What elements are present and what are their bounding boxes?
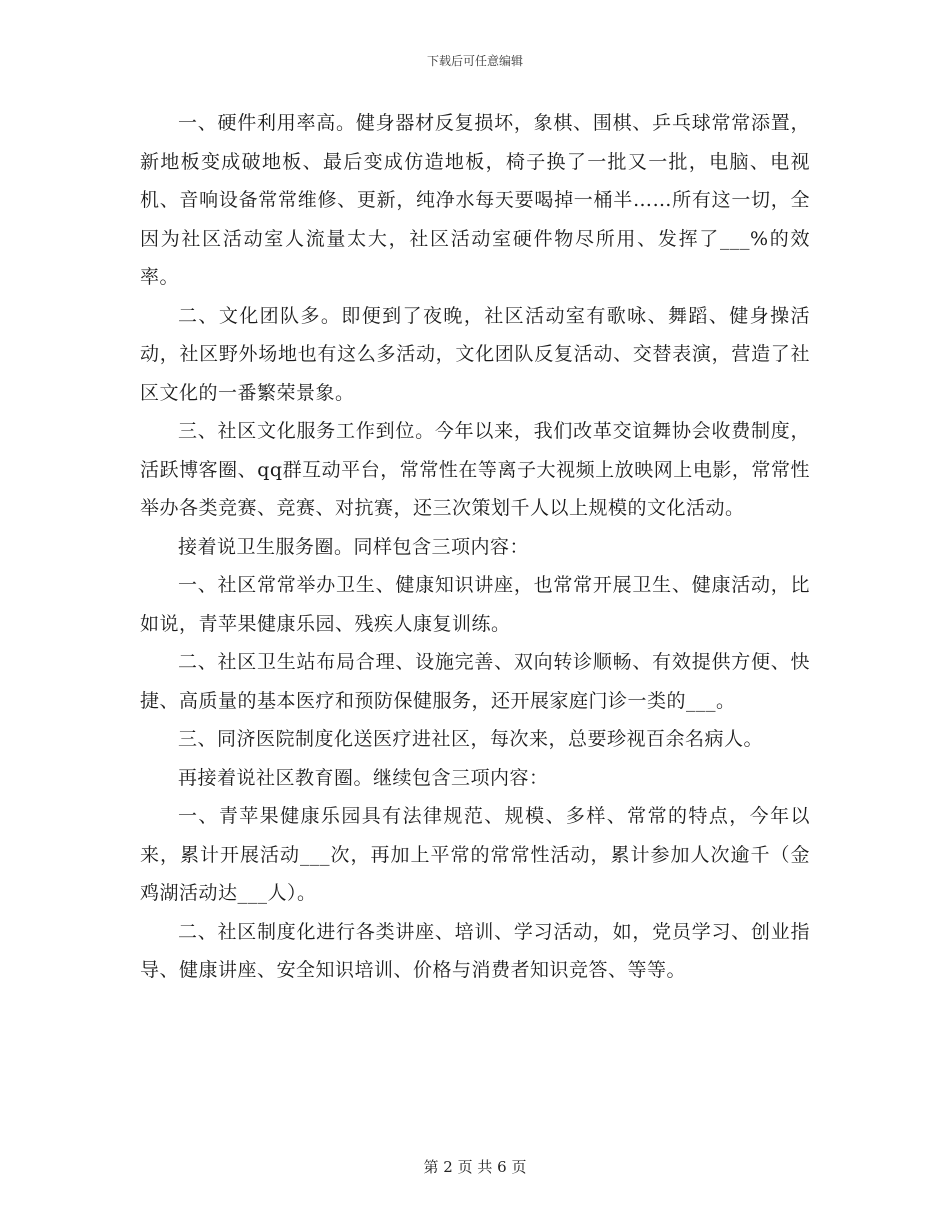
- paragraph: 再接着说社区教育圈。继续包含三项内容：: [178, 766, 549, 789]
- paragraph: 一、青苹果健康乐园具有法律规范、规模、多样、常常的特点，今年以来，累计开展活动___次，再加上平常的常常性活动，累计参加人次逾千（金鸡湖活动达___人）。: [140, 805, 810, 904]
- paragraph: 一、硬件利用率高。健身器材反复损坏，象棋、围棋、乒乓球常常添置，新地板变成破地板、最后变成仿造地板，椅子换了一批又一批，电脑、电视机、音响设备常常维修、更新，纯净水每天要喝掉一桶半……所有这一切，全因为社区活动室人流量太大，社区活动室硬件物尽所用、发挥了___%的效率。: [140, 112, 810, 288]
- paragraph: 接着说卫生服务圈。同样包含三项内容：: [178, 535, 530, 558]
- document-body: [140, 104, 810, 990]
- paragraph: 二、文化团队多。即便到了夜晚，社区活动室有歌咏、舞蹈、健身操活动，社区野外场地也有这么多活动，文化团队反复活动、交替表演，营造了社区文化的一番繁荣景象。: [140, 304, 810, 404]
- paragraph: 三、同济医院制度化送医疗进社区，每次来，总要珍视百余名病人。: [178, 728, 764, 750]
- page-header: 下载后可任意编辑: [426, 54, 523, 68]
- paragraph: 二、社区卫生站布局合理、设施完善、双向转诊顺畅、有效提供方便、快捷、高质量的基本医疗和预防保健服务，还开展家庭门诊一类的___。: [140, 651, 810, 712]
- paragraph: 一、社区常常举办卫生、健康知识讲座，也常常开展卫生、健康活动，比如说，青苹果健康乐园、残疾人康复训练。: [140, 574, 810, 635]
- page-number: 第 2 页 共 6 页: [423, 1158, 527, 1176]
- paragraph: 二、社区制度化进行各类讲座、培训、学习活动，如，党员学习、创业指导、健康讲座、安全知识培训、价格与消费者知识竞答、等等。: [140, 920, 810, 981]
- paragraph: 三、社区文化服务工作到位。今年以来，我们改革交谊舞协会收费制度，活跃博客圈、qq群互动平台，常常性在等离子大视频上放映网上电影，常常性举办各类竞赛、竞赛、对抗赛，还三次策划千人以上规模的文化活动。: [140, 420, 810, 519]
